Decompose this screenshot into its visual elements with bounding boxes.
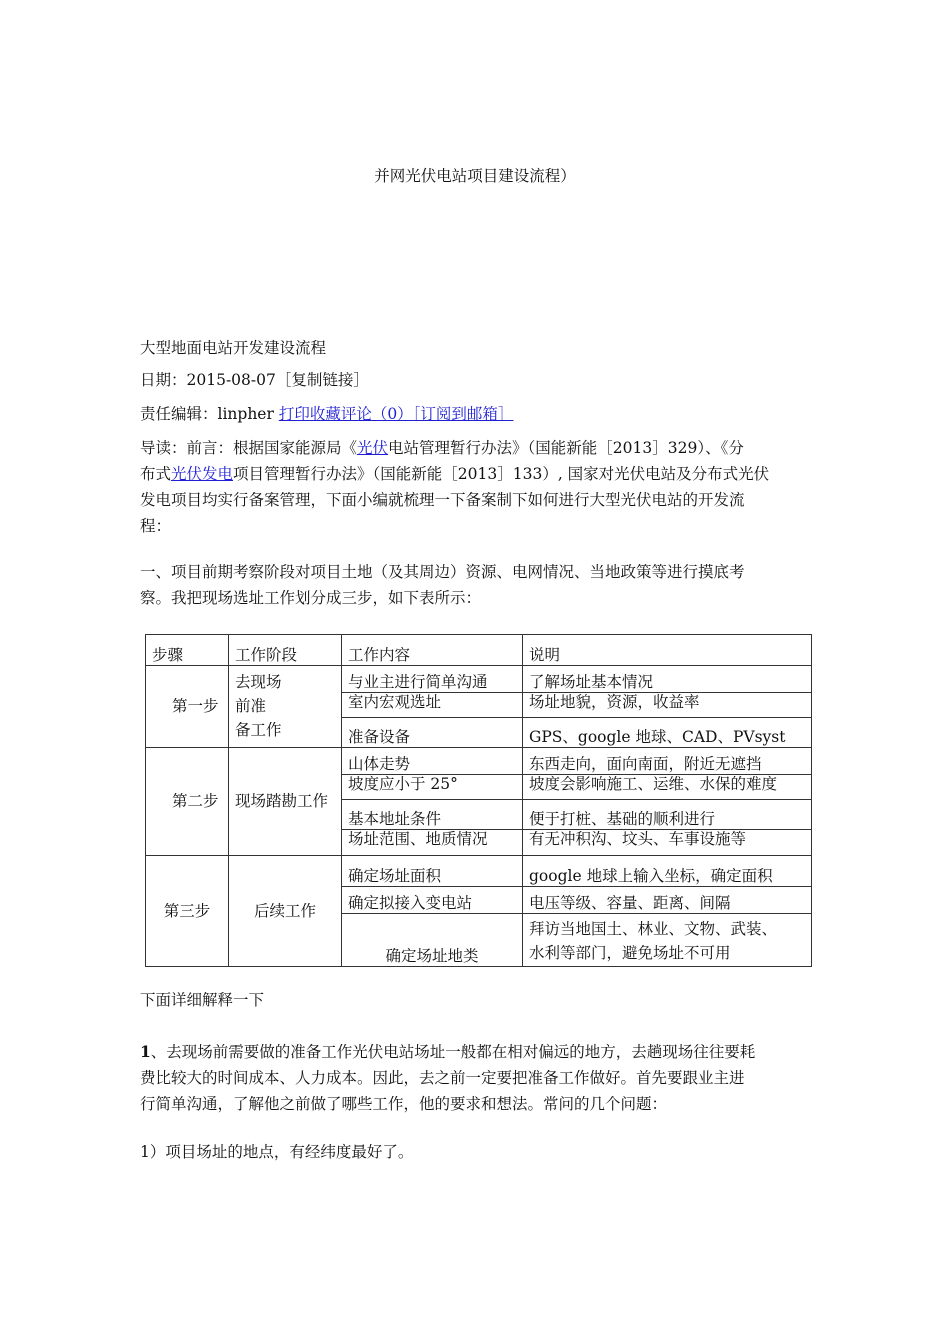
section-one-text: 一、项目前期考察阶段对项目土地（及其周边）资源、电网情况、当地政策等进行摸底考 xyxy=(140,563,745,581)
note-line: 拜访当地国土、林业、文物、武装、 xyxy=(529,920,778,938)
point-one-text: 费比较大的时间成本、人力成本。因此，去之前一定要把准备工作做好。首先要跟业主进 xyxy=(140,1069,745,1087)
step-cell: 第三步 xyxy=(146,856,229,967)
step-label: 第一步 xyxy=(172,697,219,715)
step-cell xyxy=(146,666,229,748)
content-cell: 室内宏观选址 xyxy=(342,693,523,718)
table-header-row xyxy=(146,635,812,666)
print-favorite-comment-subscribe-links[interactable]: 打印收藏评论（0）［订阅到邮箱］ xyxy=(278,405,514,423)
note-cell: 有无冲积沟、坟头、车事设施等 xyxy=(523,830,812,856)
intro-text: 布式 xyxy=(140,465,172,483)
intro-text: 程： xyxy=(140,517,172,535)
document-title: 并网光伏电站项目建设流程） xyxy=(374,167,576,185)
content-cell: 场址范围、地质情况 xyxy=(342,830,523,856)
content-cell: 确定场址地类 xyxy=(342,914,523,967)
stage-label: 前准 xyxy=(235,697,267,715)
point-number: 1 xyxy=(140,1042,151,1061)
table-row xyxy=(146,856,812,887)
section-one-paragraph xyxy=(140,559,812,611)
note-cell: 东西走向，面向南面，附近无遮挡 xyxy=(523,748,812,775)
explanation-lead: 下面详细解释一下 xyxy=(140,991,265,1009)
point-one-paragraph xyxy=(140,1039,812,1117)
article-subtitle: 大型地面电站开发建设流程 xyxy=(140,339,327,357)
stage-cell: 后续工作 xyxy=(229,856,342,967)
note-cell: 电压等级、容量、距离、间隔 xyxy=(523,887,812,914)
question-one: 1）项目场址的地点，有经纬度最好了。 xyxy=(140,1143,414,1161)
header-step: 步骤 xyxy=(146,635,229,666)
intro-text: 发电项目均实行备案管理，下面小编就梳理一下备案制下如何进行大型光伏电站的开发流 xyxy=(140,491,745,509)
content-cell: 与业主进行简单沟通 xyxy=(342,666,523,693)
table-row xyxy=(146,748,812,775)
note-cell: 坡度会影响施工、运维、水保的难度 xyxy=(523,775,812,800)
note-cell: 场址地貌，资源，收益率 xyxy=(523,693,812,718)
note-cell xyxy=(523,914,812,967)
header-content: 工作内容 xyxy=(342,635,523,666)
step-label: 第二步 xyxy=(172,792,219,810)
content-cell: 坡度应小于 25° xyxy=(342,775,523,800)
content-cell: 山体走势 xyxy=(342,748,523,775)
note-line: 水利等部门，避免场址不可用 xyxy=(529,944,731,962)
link-photovoltaic[interactable]: 光伏 xyxy=(357,439,389,457)
site-selection-table xyxy=(145,634,812,967)
note-cell: 了解场址基本情况 xyxy=(523,666,812,693)
point-one-text: 、去现场前需要做的准备工作光伏电站场址一般都在相对偏远的地方，去趟现场往往要耗 xyxy=(150,1043,756,1061)
note-cell: 便于打桩、基础的顺利进行 xyxy=(523,800,812,830)
date-line: 日期：2015-08-07［复制链接］ xyxy=(140,371,369,389)
step-cell xyxy=(146,748,229,856)
stage-label: 去现场 xyxy=(235,673,282,691)
content-cell: 确定拟接入变电站 xyxy=(342,887,523,914)
header-stage: 工作阶段 xyxy=(229,635,342,666)
stage-label: 备工作 xyxy=(235,721,282,739)
stage-cell xyxy=(229,666,342,748)
intro-paragraph xyxy=(140,435,812,539)
stage-cell: 现场踏勘工作 xyxy=(229,748,342,856)
content-cell: 准备设备 xyxy=(342,718,523,748)
editor-label: 责任编辑：linpher xyxy=(140,405,279,423)
table-row xyxy=(146,666,812,693)
link-pv-power[interactable]: 光伏发电 xyxy=(171,465,234,483)
point-one-text: 行简单沟通，了解他之前做了哪些工作，他的要求和想法。常问的几个问题： xyxy=(140,1095,668,1113)
intro-text: 项目管理暂行办法》（国能新能［2013］133）, 国家对光伏电站及分布式光伏 xyxy=(233,465,770,483)
content-cell: 基本地址条件 xyxy=(342,800,523,830)
intro-text: 电站管理暂行办法》（国能新能［2013］329）、《分 xyxy=(388,439,744,457)
intro-text: 导读：前言：根据国家能源局《 xyxy=(140,439,358,457)
note-cell: GPS、google 地球、CAD、PVsyst xyxy=(523,718,812,748)
note-cell: google 地球上输入坐标，确定面积 xyxy=(523,856,812,887)
content-cell: 确定场址面积 xyxy=(342,856,523,887)
editor-line xyxy=(140,404,513,424)
section-one-text: 察。我把现场选址工作划分成三步，如下表所示： xyxy=(140,589,482,607)
header-note: 说明 xyxy=(523,635,812,666)
